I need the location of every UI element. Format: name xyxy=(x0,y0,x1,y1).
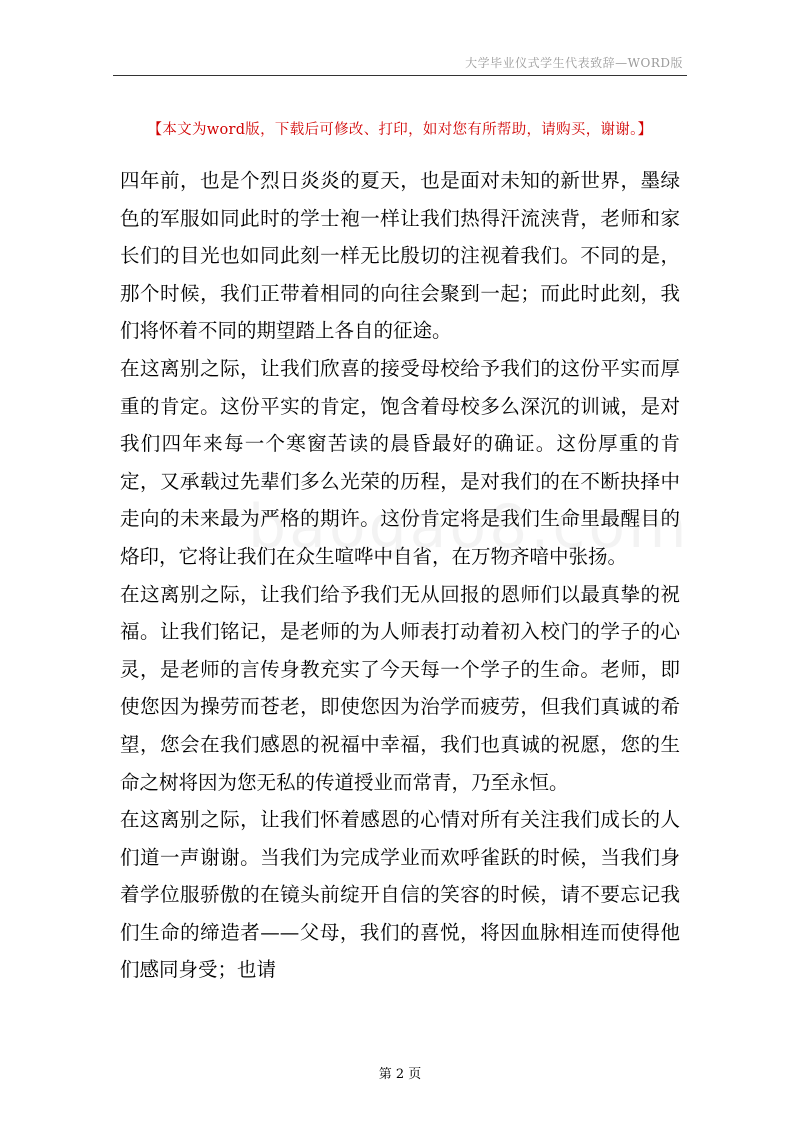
paragraph-3: 在这离别之际，让我们给予我们无从回报的恩师们以最真挚的祝福。让我们铭记，是老师的为人师表打动着初入校门的学子的心灵，是老师的言传身教充实了今天每一个学子的生命。老师，即使您因为操劳而苍老，即使您因为治学而疲劳，但我们真诚的希望，您会在我们感恩的祝福中幸福，我们也真诚的祝愿，您的生命之树将因为您无私的传道授业而常青，乃至永恒。 xyxy=(120,582,680,794)
paragraph-1: 四年前，也是个烈日炎炎的夏天，也是面对未知的新世界，墨绿色的军服如同此时的学士袍一样让我们热得汗流浃背，老师和家长们的目光也如同此刻一样无比殷切的注视着我们。不同的是，那个时候，我们正带着相同的向往会聚到一起；而此时此刻，我们将怀着不同的期望踏上各自的征途。 xyxy=(120,169,680,343)
page-number: 第 2 页 xyxy=(378,1067,422,1082)
document-body xyxy=(120,162,680,989)
paragraph-4: 在这离别之际，让我们怀着感恩的心情对所有关注我们成长的人们道一声谢谢。当我们为完成学业而欢呼雀跃的时候，当我们身着学位服骄傲的在镜头前绽开自信的笑容的时候，请不要忘记我们生命的缔造者——父母，我们的喜悦，将因血脉相连而使得他们感同身受；也请 xyxy=(120,808,680,982)
running-header: 大学毕业仪式学生代表致辞—WORD版 xyxy=(465,56,683,70)
download-notice: 【本文为word版，下载后可修改、打印，如对您有所帮助，请购买，谢谢。】 xyxy=(147,122,653,138)
paragraph-2: 在这离别之际，让我们欣喜的接受母校给予我们的这份平实而厚重的肯定。这份平实的肯定，饱含着母校多么深沉的训诫，是对我们四年来每一个寒窗苦读的晨昏最好的确证。这份厚重的肯定，又承载过先辈们多么光荣的历程，是对我们的在不断抉择中走向的未来最为严格的期许。这份肯定将是我们生命里最醒目的烙印，它将让我们在众生喧哗中自省，在万物齐喑中张扬。 xyxy=(120,356,680,568)
header-rule xyxy=(113,75,687,76)
